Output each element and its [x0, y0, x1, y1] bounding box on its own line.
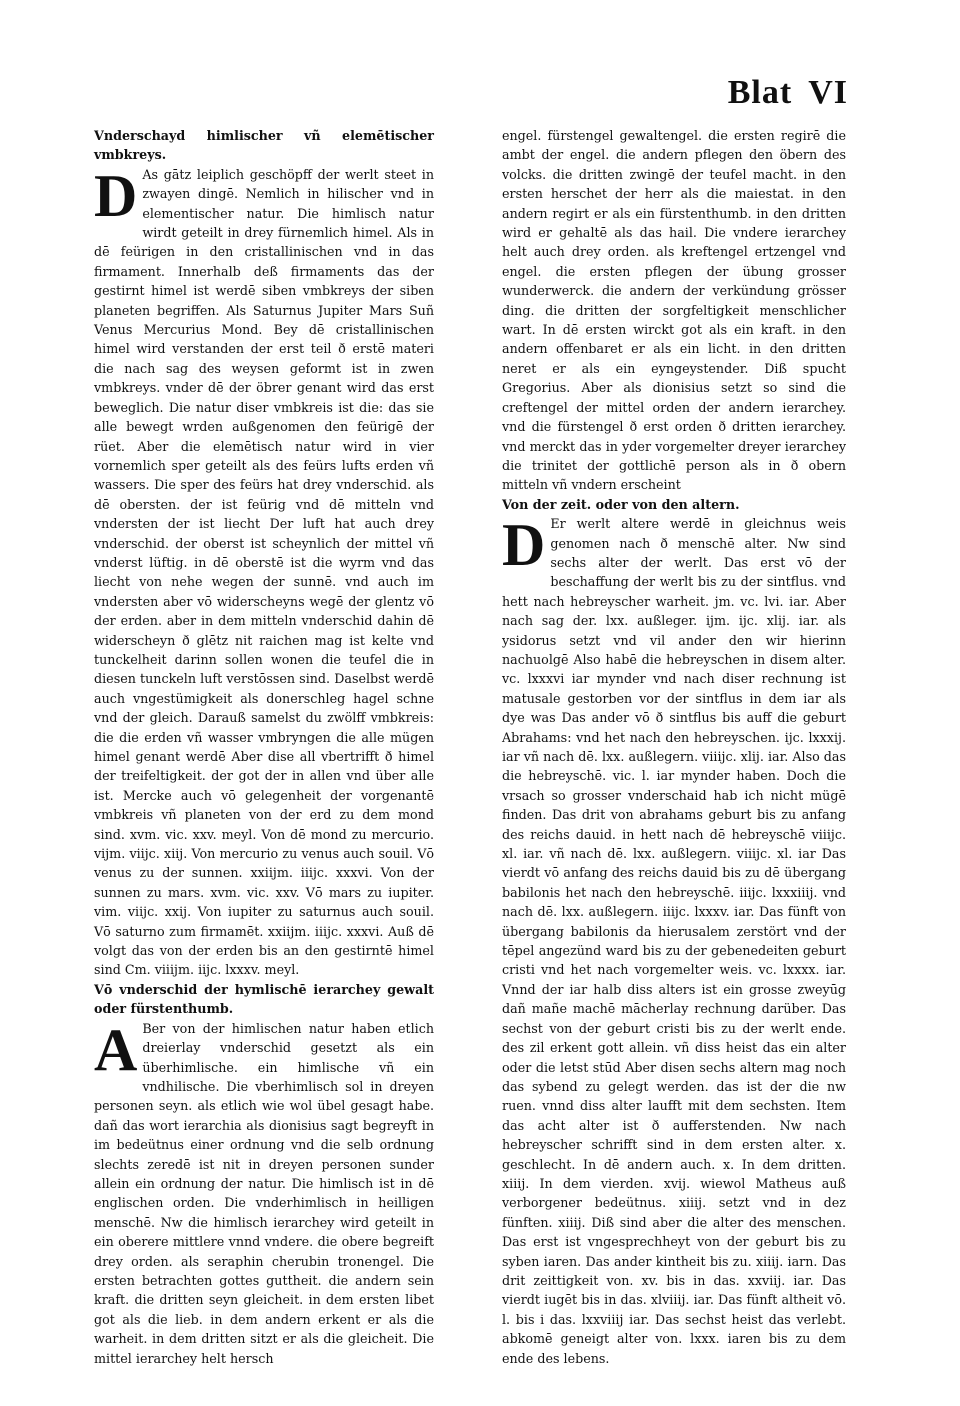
drop-initial: A — [94, 1016, 138, 1083]
text-paragraph — [94, 1016, 434, 1368]
paragraph-text: Ber von der himlischen natur haben etlich dreierlay vnderschid gesetzt als ein überhimlische. ein himlische vñ ein vndhilische. Die vberhimlisch sol in dreyen personen seyn. als etlich wie wol übel gesagt habe. dañ das wort ierarchia als dionisius sagt begreyft in im bedeütnus einer ordnung vnd die selb ordnung slechts zeredē ist nit in dreyen personen sunder allein ein ordnung der natur. Die himlisch ist in dē englischen orden. Die vnderhimlisch in heilligen menschē. Nw die himlisch ierarchey wird geteilt in ein oberere mittlere vnnd vndere. die obere begreift drey orden. als seraphin cherubin tronengel. Die ersten betrachten gottes guttheit. die andern sein kraft. die dritten seyn gleicheit. in dem ersten libet got als die lieb. in dem andern erkent er als die warheit. in dem dritten sitzt er als die gleicheit. Die mittel ierarchey helt hersch — [94, 1020, 434, 1366]
drop-initial: D — [94, 162, 138, 229]
paragraph-text: Er werlt altere werdē in gleichnus weis genomen nach ð menschē alter. Nw sind sechs alter der werlt. Das erst vō der beschaffung der werlt bis zu der sintflus. vnd hett nach hebreyscher warheit. jm. vc. lvi. iar. Aber nach sag der. lxx. außleger. ijm. ijc. xlij. iar. als ysidorus setzt vnd vil ander den wir hierinn nachuolgē Also habē die hebreyschen in disem alter. vc. lxxxvi iar mynder vnd nach diser rechnung ist matusale gestorben vor der sintflus in dem iar als dye was Das ander vō ð sintflus bis auff die geburt Abrahams: vnd het nach den hebreyschen. ijc. lxxxij. iar vñ nach dē. lxx. außlegern. viiijc. xlij. iar. Also das die hebreyschē. vic. l. iar mynder haben. Doch die vrsach so grosser vnderschaid hab ich nicht mügē finden. Das drit von abrahams geburt bis zu anfang des reichs dauid. in hett nach dē hebreyschē viiijc. xl. iar. vñ nach dē. lxx. außlegern. viiijc. xl. iar Das vierdt vō anfang des reichs dauid bis zu dē übergang babilonis het nach den hebreyschē. iiijc. lxxxiiij. vnd nach dē. lxx. außlegern. iiijc. lxxxv. iar. Das fünft von übergang babilonis da hierusalem zerstört vnd der tēpel angezünd ward bis zu der gebenedeiten geburt cristi vnd het nach vorgemelter weis. vc. lxxxx. iar. Vnnd der iar halb diss alters ist ein grosse zweyūg dañ mañe machē mācherlay rechnung darüber. Das sechst von der geburt cristi bis zu der werlt ende. des zil erkent gott allein. vñ diss heist das ein alter oder die letst stūd Aber disen sechs altern mag noch das sybend zu gelegt werden. das ist der die nw ruen. vnnd diss alter laufft mit dem sechsten. Item das acht alter ist ð aufferstenden. Nw nach hebreyscher schrifft sind in dem ersten alter. x. geschlecht. In dē andern auch. x. In dem dritten. xiiij. In dem vierden. xvij. wiewol Matheus auß verborgener bedeütnus. xiiij. setzt vnd in dez fünften. xiiij. Diß sind aber die alter des menschen. Das erst ist vngesprechheyt von der geburt bis zu syben iaren. Das ander kintheit bis zu. xiiij. iarn. Das drit zeittigkeit von. xv. bis in das. xxviij. iar. Das vierdt iugēt bis in das. xlviiij. iar. Das fünft altheit vō. l. bis i das. lxxviiij iar. Das sechst heist das verlebt. abkomē geneigt alter von. lxxx. iaren bis zu dem ende des lebens. — [502, 516, 846, 1366]
folio-header — [728, 74, 848, 112]
paragraph-text: As gātz leiplich geschöpff der werlt steet in zwayen dingē. Nemlich in hilischer vnd in elementischer natur. Die himlisch natur wirdt geteilt in drey fürnemlich himel. Als in dē feürigen in den cristallinischen vnd in das firmament. Innerhalb deß firmaments das der gestirnt himel ist werdē siben vmbkreys der siben planeten begriffen. Als Saturnus Jupiter Mars Suñ Venus Mercurius Mond. Bey dē cristallinischen himel wird verstanden der erst teil ð erstē materi die nach sag des weysen geformt ist in zwen vmbkreys. vnder dē der öbrer genant wird das erst beweglich. Die natur diser vmbkreis ist die: das sie alle bewegt wrden außgenomen den feürigē der rüet. Aber die elemētisch natur wird in vier vornemlich sper geteilt als des feürs lufts erden vñ wassers. Die sper des feürs hat drey vnderschid. als dē obersten. der ist feürig vnd dē mitteln vnd vndersten der ist liecht Der luft hat auch drey vnderschid. der oberst ist scheynlich der mittel vñ vnderst lüftig. in dē oberstē ist die wyrm vnd das liecht von nehe wegen der sunnē. vnd auch im vndersten aber vō widerscheyns wegē der glentz vō der erden. aber in dem mitteln vnderschid dahin dē widerscheyn ð glētz nit raichen mag ist kelte vnd tunckelheit darinn sollen wonen die teufel die in diesen tunckeln luft verstōssen sind. Daselbst werdē auch vngestümigkeit als donerschleg hagel schne vnd der gleich. Darauß samelst du zwölff vmbkreis: die die erden vñ wasser vmbryngen die alle mügen himel genant werdē Aber dise all vbertrifft ð himel der treifeltigkeit. der got der in allen vnd über alle ist. Mercke auch vō gelegenheit der vorgenantē vmbkreis vñ planeten von der erd zu dem mond sind. xvm. vic. xxv. meyl. Von dē mond zu mercurio. vijm. viijc. xiij. Von mercurio zu venus auch souil. Vō venus zu der sunnen. xxiijm. iiijc. xxxvi. Von der sunnen zu mars. xvm. vic. xxv. Vō mars zu iupiter. vim. viijc. xxij. Von iupiter zu saturnus auch souil. Vō saturno zum firmamēt. xxiijm. iiijc. xxxvi. Auß dē volgt das von der erden bis an den gestirntē himel sind Cm. viiijm. iijc. lxxxv. meyl. — [94, 166, 434, 978]
left-column — [94, 126, 434, 1368]
right-column — [502, 126, 846, 1368]
text-paragraph — [502, 126, 846, 495]
folio-number: VI — [808, 74, 848, 111]
folio-label: Blat — [727, 74, 793, 111]
text-paragraph — [94, 162, 434, 980]
text-paragraph — [502, 514, 846, 1368]
section-heading: Von der zeit. oder von den altern. — [502, 496, 740, 512]
drop-initial: D — [502, 512, 546, 579]
paragraph-text: engel. fürstengel gewaltengel. die ersten regirē die ambt der engel. die andern pflegen den öbern des volcks. die dritten zwingē der teufel macht. in den ersten herschet der herr als die maiestat. in den andern regirt er als ein fürstenthumb. in den dritten wird er gehaltē als das hail. Die vndere ierarchey helt auch drey orden. als kreftengel ertzengel vnd engel. die ersten pflegen der übung grosser wunderwerck. die andern der verkündung grösser ding. die dritten der sorgfeltigkeit menschlicher wart. In dē ersten wirckt got als ein kraft. in den andern offenbaret er als ein licht. in den dritten neret er als ein eyngeystender. Diß spucht Gregorius. Aber als dionisius setzt so sind die creftengel der mittel orden der andern ierarchey. vnd die fürstengel ð erst orden ð dritten ierarchey. vnd merckt das in yder vorgemelter dreyer ierarchey die trinitet der gottlichē person als in ð obern mitteln vñ vndern erscheint — [502, 128, 846, 493]
section-heading: Vō vnderschid der hymlischē ierarchey gewalt oder fürstenthumb. — [94, 981, 434, 1017]
section-heading: Vnderschayd himlischer vñ elemētischer vmbkreys. — [94, 128, 434, 163]
